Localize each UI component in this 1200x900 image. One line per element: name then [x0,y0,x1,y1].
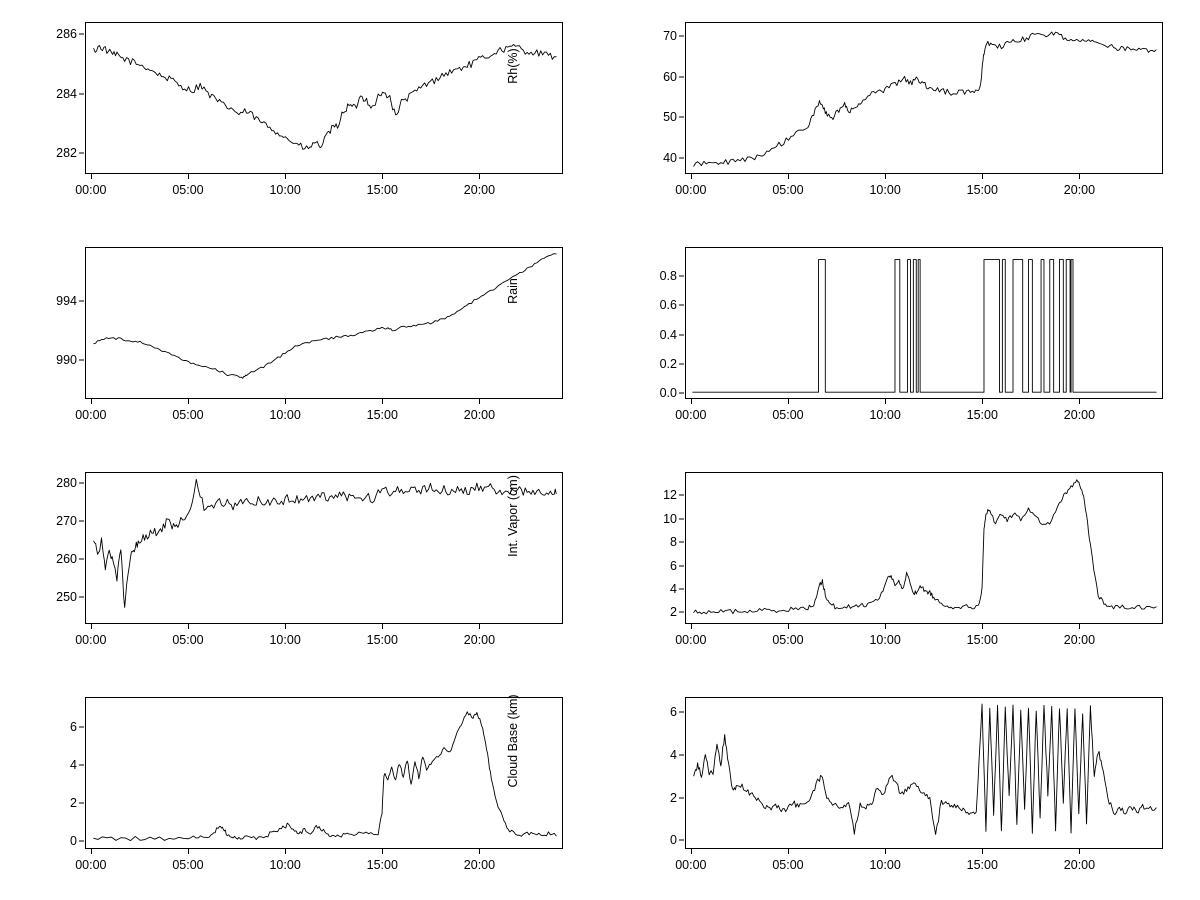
x-tick-label: 20:00 [463,633,496,647]
y-tick-label: 250 [56,590,77,605]
y-tick-mark [679,276,684,277]
x-tick-label: 10:00 [269,183,301,197]
x-tick-mark [285,399,286,404]
x-tick-mark [91,174,92,179]
y-tick-mark [679,612,684,613]
y-tick-label: 2 [670,790,677,805]
x-tick-label: 05:00 [772,408,804,422]
x-axis-ticks-pres [75,399,563,429]
y-tick-mark [679,334,684,335]
x-tick-mark [691,624,692,629]
x-tick-mark [691,174,692,179]
x-tick-label: 00:00 [75,183,107,197]
y-tick-label: 994 [56,293,77,308]
x-tick-label: 10:00 [869,633,901,647]
y-tick-label: 0.0 [659,386,677,401]
x-tick-mark [91,624,92,629]
x-axis-ticks-tamb [75,174,563,204]
x-tick-label: 20:00 [1063,858,1096,872]
x-tick-mark [479,399,480,404]
y-axis-ticks-tamb [40,22,84,174]
y-tick-label: 0 [70,833,77,848]
y-tick-label: 4 [70,757,77,772]
y-tick-label: 0.2 [659,356,677,371]
x-tick-label: 05:00 [772,633,804,647]
plot-area-rh [685,22,1163,174]
x-tick-mark [885,399,886,404]
x-tick-mark [188,624,189,629]
y-axis-ticks-rh [640,22,684,174]
x-axis-ticks-rh [675,174,1163,204]
y-axis-ticks-pres [40,247,84,399]
x-tick-mark [982,849,983,854]
y-tick-mark [679,495,684,496]
plot-area-cloud-base [685,697,1163,849]
panel-cloud-base [506,675,1200,900]
x-tick-mark [91,399,92,404]
y-tick-mark [679,542,684,543]
y-tick-mark [679,518,684,519]
y-tick-label: 8 [670,535,677,550]
y-tick-label: 6 [670,704,677,719]
x-tick-label: 15:00 [966,633,998,647]
x-tick-mark [479,849,480,854]
y-axis-label-rh: Rh(%) [506,48,520,84]
y-tick-label: 0 [670,833,677,848]
y-tick-label: 50 [663,110,677,125]
x-tick-label: 00:00 [675,408,707,422]
y-tick-label: 280 [56,476,77,491]
y-tick-mark [679,565,684,566]
y-tick-mark [679,117,684,118]
x-tick-mark [885,624,886,629]
x-tick-label: 10:00 [269,858,301,872]
y-tick-mark [679,393,684,394]
y-tick-mark [79,840,84,841]
series-tamb [86,23,562,173]
x-tick-label: 00:00 [675,183,707,197]
panel-int-vapor [506,450,1200,675]
x-tick-mark [982,174,983,179]
plot-area-rain [685,247,1163,399]
y-tick-mark [679,363,684,364]
plot-area-pres [85,247,563,399]
y-tick-label: 260 [56,552,77,567]
x-tick-mark [691,399,692,404]
y-tick-label: 12 [663,488,677,503]
panel-rh [506,0,1200,225]
y-tick-mark [79,483,84,484]
x-tick-label: 00:00 [75,408,107,422]
y-tick-mark [679,36,684,37]
x-tick-label: 05:00 [172,408,204,422]
x-tick-label: 05:00 [772,183,804,197]
x-tick-mark [188,849,189,854]
x-tick-mark [1079,399,1080,404]
y-tick-mark [679,797,684,798]
x-tick-label: 20:00 [463,408,496,422]
x-tick-label: 05:00 [172,183,204,197]
x-tick-label: 20:00 [463,183,496,197]
x-tick-label: 15:00 [966,408,998,422]
y-tick-label: 284 [56,86,77,101]
x-tick-label: 15:00 [966,183,998,197]
y-tick-mark [79,764,84,765]
y-tick-label: 0.4 [659,327,677,342]
x-tick-label: 20:00 [1063,408,1096,422]
y-tick-label: 2 [670,605,677,620]
y-tick-label: 270 [56,514,77,529]
y-tick-mark [79,93,84,94]
y-axis-ticks-cloud-base [640,697,684,849]
x-tick-mark [885,174,886,179]
series-int-vapor [686,473,1162,623]
y-tick-label: 60 [663,69,677,84]
y-tick-mark [79,802,84,803]
y-axis-label-int-vapor: Int. Vapor (cm) [506,475,520,557]
y-tick-mark [79,33,84,34]
y-axis-ticks-tir [40,472,84,624]
plot-area-tamb [85,22,563,174]
y-tick-label: 2 [70,795,77,810]
x-tick-mark [1079,624,1080,629]
y-tick-mark [79,360,84,361]
series-int-liquid [86,698,562,848]
y-tick-mark [679,76,684,77]
x-tick-label: 05:00 [772,858,804,872]
y-tick-mark [79,153,84,154]
plot-area-int-liquid [85,697,563,849]
x-axis-ticks-cloud-base [675,849,1163,879]
y-tick-label: 4 [670,581,677,596]
x-tick-label: 05:00 [172,858,204,872]
x-tick-mark [885,849,886,854]
x-tick-label: 00:00 [75,633,107,647]
x-tick-label: 00:00 [675,858,707,872]
x-tick-mark [188,399,189,404]
x-tick-label: 20:00 [1063,183,1096,197]
y-tick-mark [679,840,684,841]
x-tick-mark [382,174,383,179]
x-axis-ticks-int-liquid [75,849,563,879]
x-tick-mark [382,624,383,629]
x-tick-label: 15:00 [366,408,398,422]
y-tick-mark [79,521,84,522]
x-tick-label: 15:00 [966,858,998,872]
x-tick-label: 20:00 [463,858,496,872]
y-tick-mark [679,754,684,755]
y-tick-mark [79,300,84,301]
series-cloud-base [686,698,1162,848]
x-tick-mark [982,624,983,629]
x-tick-label: 10:00 [869,408,901,422]
y-tick-mark [79,727,84,728]
y-tick-mark [679,588,684,589]
plot-area-tir [85,472,563,624]
x-tick-label: 15:00 [366,183,398,197]
x-tick-mark [479,174,480,179]
series-tir [86,473,562,623]
x-tick-mark [982,399,983,404]
y-tick-label: 6 [670,558,677,573]
x-tick-mark [788,174,789,179]
y-tick-label: 10 [663,511,677,526]
x-tick-mark [479,624,480,629]
x-tick-mark [691,849,692,854]
x-tick-mark [1079,849,1080,854]
x-tick-mark [285,174,286,179]
x-tick-label: 15:00 [366,858,398,872]
x-tick-label: 20:00 [1063,633,1096,647]
x-tick-label: 00:00 [675,633,707,647]
x-tick-mark [788,399,789,404]
x-tick-mark [91,849,92,854]
y-tick-mark [679,157,684,158]
y-axis-label-cloud-base: Cloud Base (km) [506,694,520,788]
series-rh [686,23,1162,173]
y-tick-mark [679,711,684,712]
y-axis-ticks-int-vapor [640,472,684,624]
x-tick-label: 05:00 [172,633,204,647]
y-tick-label: 286 [56,26,77,41]
y-tick-label: 6 [70,720,77,735]
x-tick-mark [188,174,189,179]
x-tick-label: 15:00 [366,633,398,647]
y-tick-label: 4 [670,747,677,762]
y-axis-ticks-int-liquid [40,697,84,849]
y-tick-label: 990 [56,353,77,368]
x-tick-label: 00:00 [75,858,107,872]
x-axis-ticks-tir [75,624,563,654]
y-tick-mark [79,597,84,598]
x-tick-label: 10:00 [869,858,901,872]
x-tick-label: 10:00 [869,183,901,197]
x-tick-mark [382,849,383,854]
x-tick-mark [285,624,286,629]
x-tick-label: 10:00 [269,408,301,422]
y-tick-label: 0.8 [659,269,677,284]
x-axis-ticks-rain [675,399,1163,429]
x-tick-mark [1079,174,1080,179]
series-rain [686,248,1162,398]
x-tick-mark [285,849,286,854]
y-tick-label: 282 [56,146,77,161]
x-tick-mark [382,399,383,404]
y-tick-mark [79,559,84,560]
x-tick-mark [788,624,789,629]
plot-area-int-vapor [685,472,1163,624]
x-tick-label: 10:00 [269,633,301,647]
y-axis-label-rain: Rain [506,278,520,304]
y-tick-label: 0.6 [659,298,677,313]
y-tick-label: 70 [663,29,677,44]
x-axis-ticks-int-vapor [675,624,1163,654]
y-axis-ticks-rain [640,247,684,399]
x-tick-mark [788,849,789,854]
y-tick-mark [679,305,684,306]
series-pres [86,248,562,398]
panel-rain [506,225,1200,450]
y-tick-label: 40 [663,150,677,165]
